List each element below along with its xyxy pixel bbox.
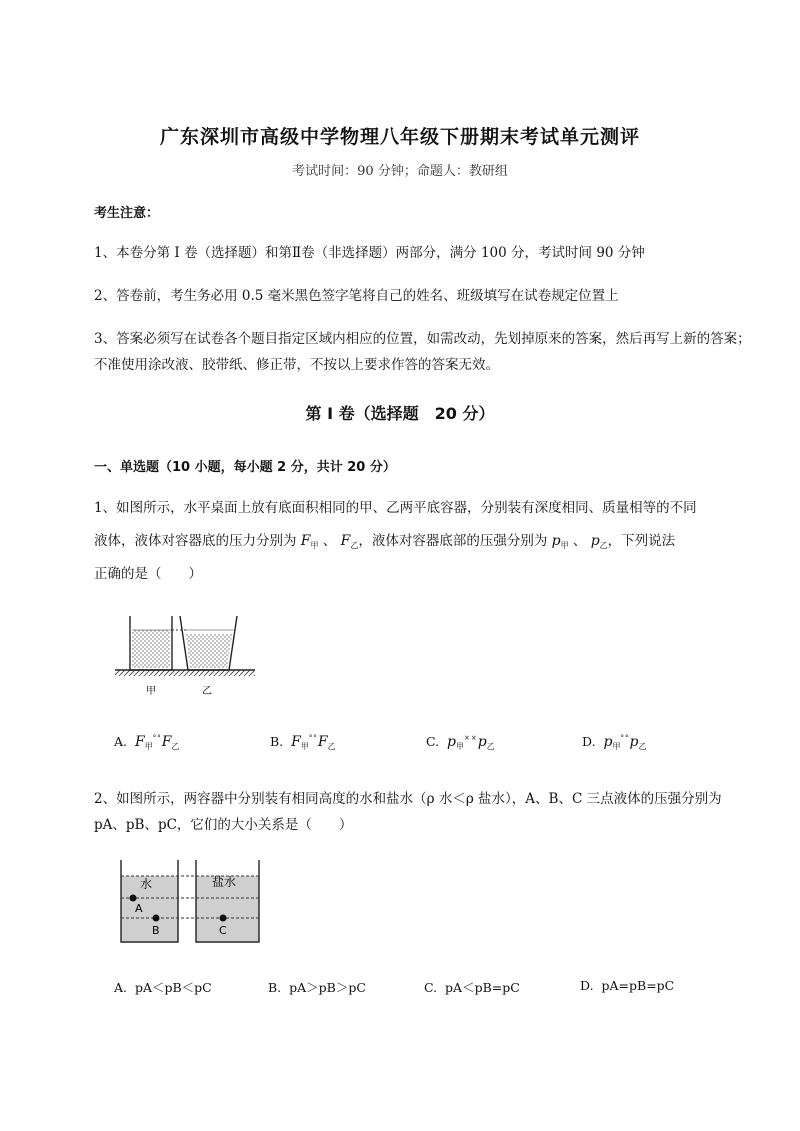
q2-option-b[interactable]: B. pA＞pB＞pC — [268, 980, 366, 995]
q1-line-2: 液体，液体对容器底的压力分别为 $F_甲$ 、 $F_乙$，液体对容器底部的压强分别为 $p_甲$ 、 $p_乙$，下列说法 — [94, 533, 676, 550]
q1-figure-label-yi: 乙 — [202, 686, 212, 697]
q1-figure-label-jia: 甲 — [146, 686, 156, 697]
q2-option-a[interactable]: A. pA＜pB＜pC — [114, 980, 212, 995]
q1-line-3: 正确的是（ ） — [94, 566, 202, 582]
notice-item-1: 1、本卷分第 I 卷（选择题）和第Ⅱ卷（非选择题）两部分，满分 100 分，考试时间 90 分钟 — [94, 245, 645, 261]
q1-option-c[interactable]: C. $p_甲^{\times\times}p_乙$ — [426, 734, 495, 751]
q2-label-water: 水 — [140, 877, 153, 891]
q2-label-saltwater: 盐水 — [212, 875, 237, 889]
q2-label-c: C — [219, 924, 227, 937]
page-title: 广东深圳市高级中学物理八年级下册期末考试单元测评 — [159, 126, 640, 148]
q2-containers-figure — [118, 858, 264, 944]
point-c-marker — [220, 915, 227, 922]
q1-option-b[interactable]: B. $F_甲^{^\circ^\circ}F_乙$ — [270, 734, 336, 751]
notice-heading: 考生注意： — [94, 206, 160, 221]
point-a-marker — [130, 895, 137, 902]
q2-option-d[interactable]: D. pA=pB=pC — [580, 978, 675, 993]
q1-line-1: 1、如图所示，水平桌面上放有底面积相同的甲、乙两平底容器，分别装有深度相同、质量相等的不同 — [94, 500, 697, 516]
q2-line-1: 2、如图所示，两容器中分别装有相同高度的水和盐水（ρ 水＜ρ 盐水），A、B、C 三点液体的压强分别为 — [94, 791, 722, 807]
notice-item-2: 2、答卷前，考生务必用 0.5 毫米黑色签字笔将自己的姓名、班级填写在试卷规定位置上 — [94, 288, 619, 304]
q2-line-2: pA、pB、pC，它们的大小关系是（ ） — [94, 817, 353, 833]
point-b-marker — [153, 915, 160, 922]
q1-containers-figure — [110, 610, 260, 700]
q2-option-c[interactable]: C. pA＜pB=pC — [424, 980, 520, 995]
exam-subtitle: 考试时间：90 分钟；命题人：教研组 — [292, 164, 508, 179]
q2-label-a: A — [135, 902, 143, 915]
part-heading: 一、单选题（10 小题，每小题 2 分，共计 20 分） — [94, 460, 396, 475]
section-title: 第 I 卷（选择题 20 分） — [305, 404, 495, 423]
q2-label-b: B — [152, 924, 160, 937]
notice-item-3: 3、答案必须写在试卷各个题目指定区域内相应的位置，如需改动，先划掉原来的答案，然后再写上新的答案；不准使用涂改液、胶带纸、修正带，不按以上要求作答的答案无效。 — [94, 331, 751, 373]
q1-option-d[interactable]: D. $p_甲^{^\circ^\circ}p_乙$ — [582, 734, 647, 751]
q1-option-a[interactable]: A. $F_甲^{^\circ^\circ}F_乙$ — [114, 734, 180, 751]
